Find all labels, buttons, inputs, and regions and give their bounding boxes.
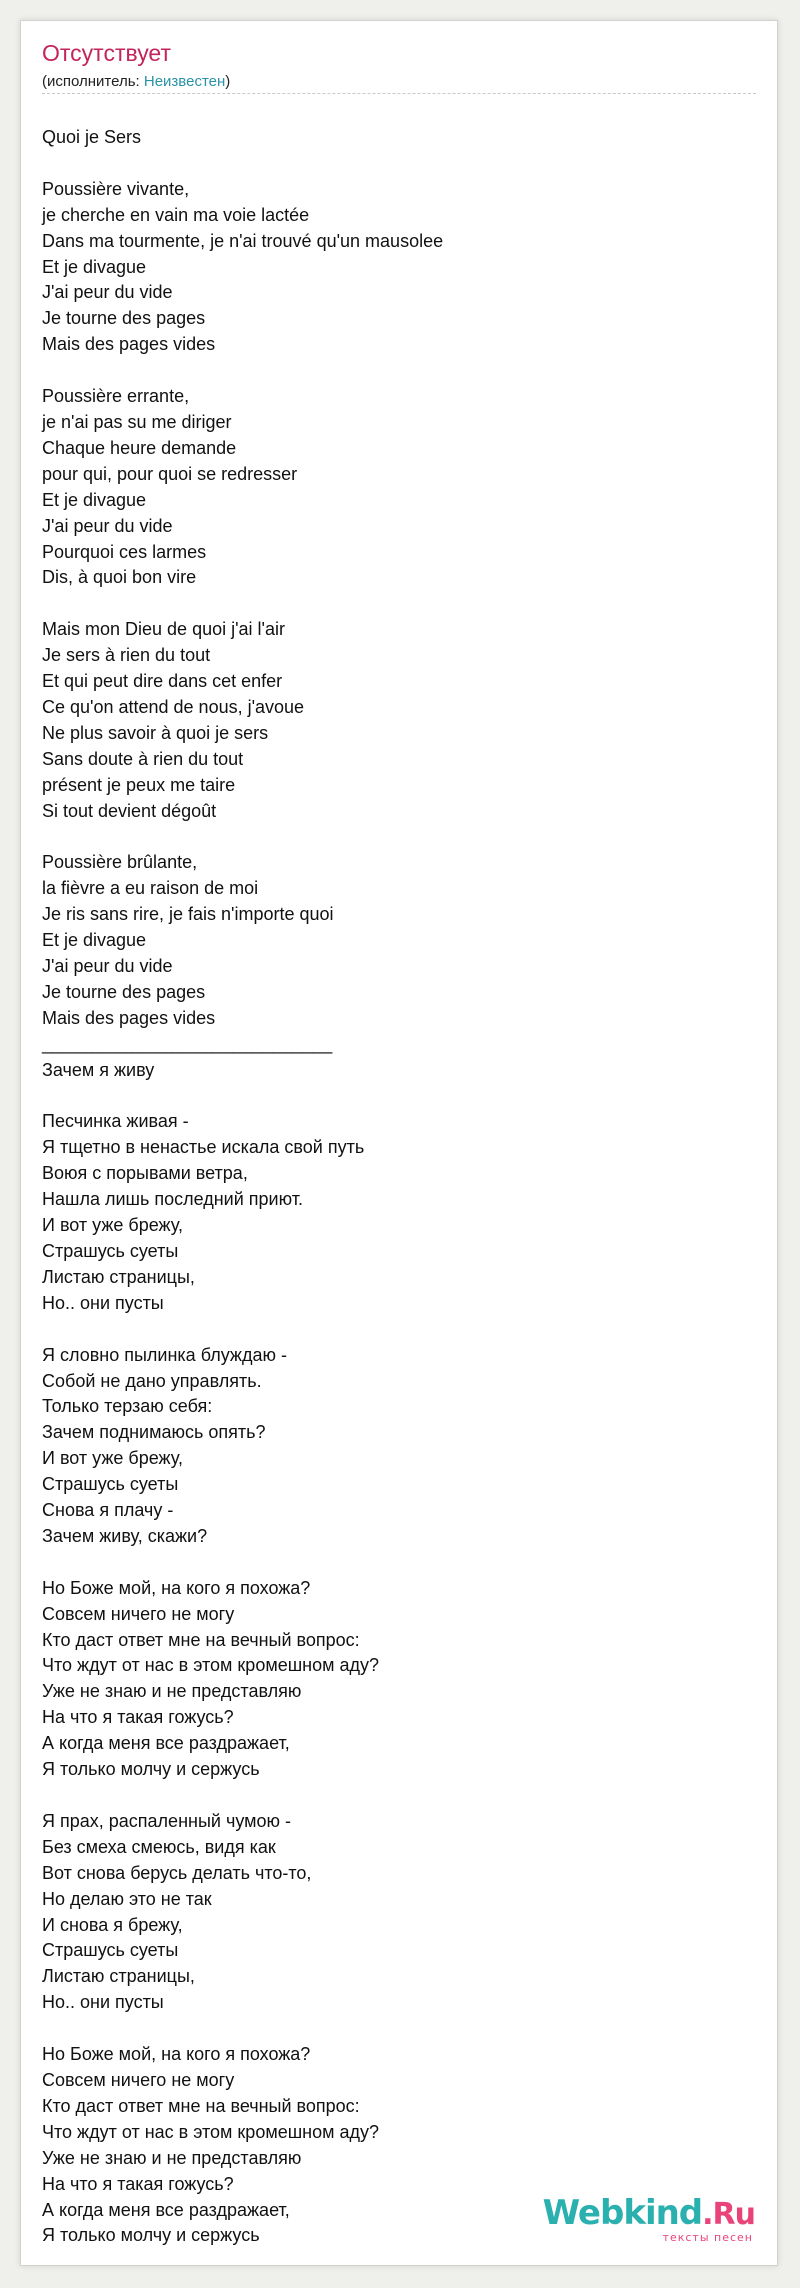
song-title: Отсутствует — [42, 40, 171, 66]
logo-tld: .Ru — [702, 2197, 755, 2232]
lyrics-text: Quoi je Sers Poussière vivante, je cherche en vain ma voie lactée Dans ma tourmente, je n'ai trouvé qu'un mausolee Et je divague J'ai peur du vide Je tourne des pages Mais des pages vides Poussière errante, je n'ai pas su me diriger Chaque heure demande pour qui, pour quoi se redresser Et je divague J'ai peur du vide Pourquoi ces larmes Dis, à quoi bon vire Mais mon Dieu de quoi j'ai l'air Je sers à rien du tout Et qui peut dire dans cet enfer Ce qu'on attend de nous, j'avoue Ne plus savoir à quoi je sers Sans doute à rien du tout présent je peux me taire Si tout devient dégoût Poussière brûlante, la fièvre a eu raison de moi Je ris sans rire, je fais n'importe quoi Et je divague J'ai peur du vide Je tourne des pages Mais des pages vides _____________________________ Зачем я живу Песчинка живая - Я тщетно в ненастье искала свой путь Воюя с порывами ветра, Нашла лишь последний приют. И вот уже брежу, Страшусь суеты Листаю страницы, Но.. они пусты Я словно пылинка блуждаю - Собой не дано управлять. Только терзаю себя: Зачем поднимаюсь опять? И вот уже брежу, Страшусь суеты Снова я плачу - Зачем живу, скажи? Но Боже мой, на кого я похожа? Совсем ничего не могу Кто даст ответ мне на вечный вопрос: Что ждут от нас в этом кромешном аду? Уже не знаю и не представляю На что я такая гожусь? А когда меня все раздражает, Я только молчу и сержусь Я прах, распаленный чумою - Без смеха смеюсь, видя как Вот снова берусь делать что-то, Но делаю это не так И снова я брежу, Страшусь суеты Листаю страницы, Но.. они пусты Но Боже мой, на кого я похожа? Совсем ничего не могу Кто даст ответ мне на вечный вопрос: Что ждут от нас в этом кромешном аду? Уже не знаю и не представляю На что я такая гожусь? А когда меня все раздражает, Я только молчу и сержусь — [42, 127, 444, 2246]
artist-line — [42, 73, 230, 90]
lyrics-card — [20, 20, 778, 2266]
logo-tagline: тексты песен — [662, 2231, 753, 2244]
artist-prefix: (исполнитель: — [42, 73, 144, 90]
artist-suffix: ) — [225, 73, 231, 90]
logo-name: Webkind — [542, 2193, 703, 2233]
artist-link[interactable]: Неизвестен — [143, 73, 226, 90]
site-logo[interactable] — [542, 2193, 755, 2244]
header-divider — [42, 93, 756, 94]
